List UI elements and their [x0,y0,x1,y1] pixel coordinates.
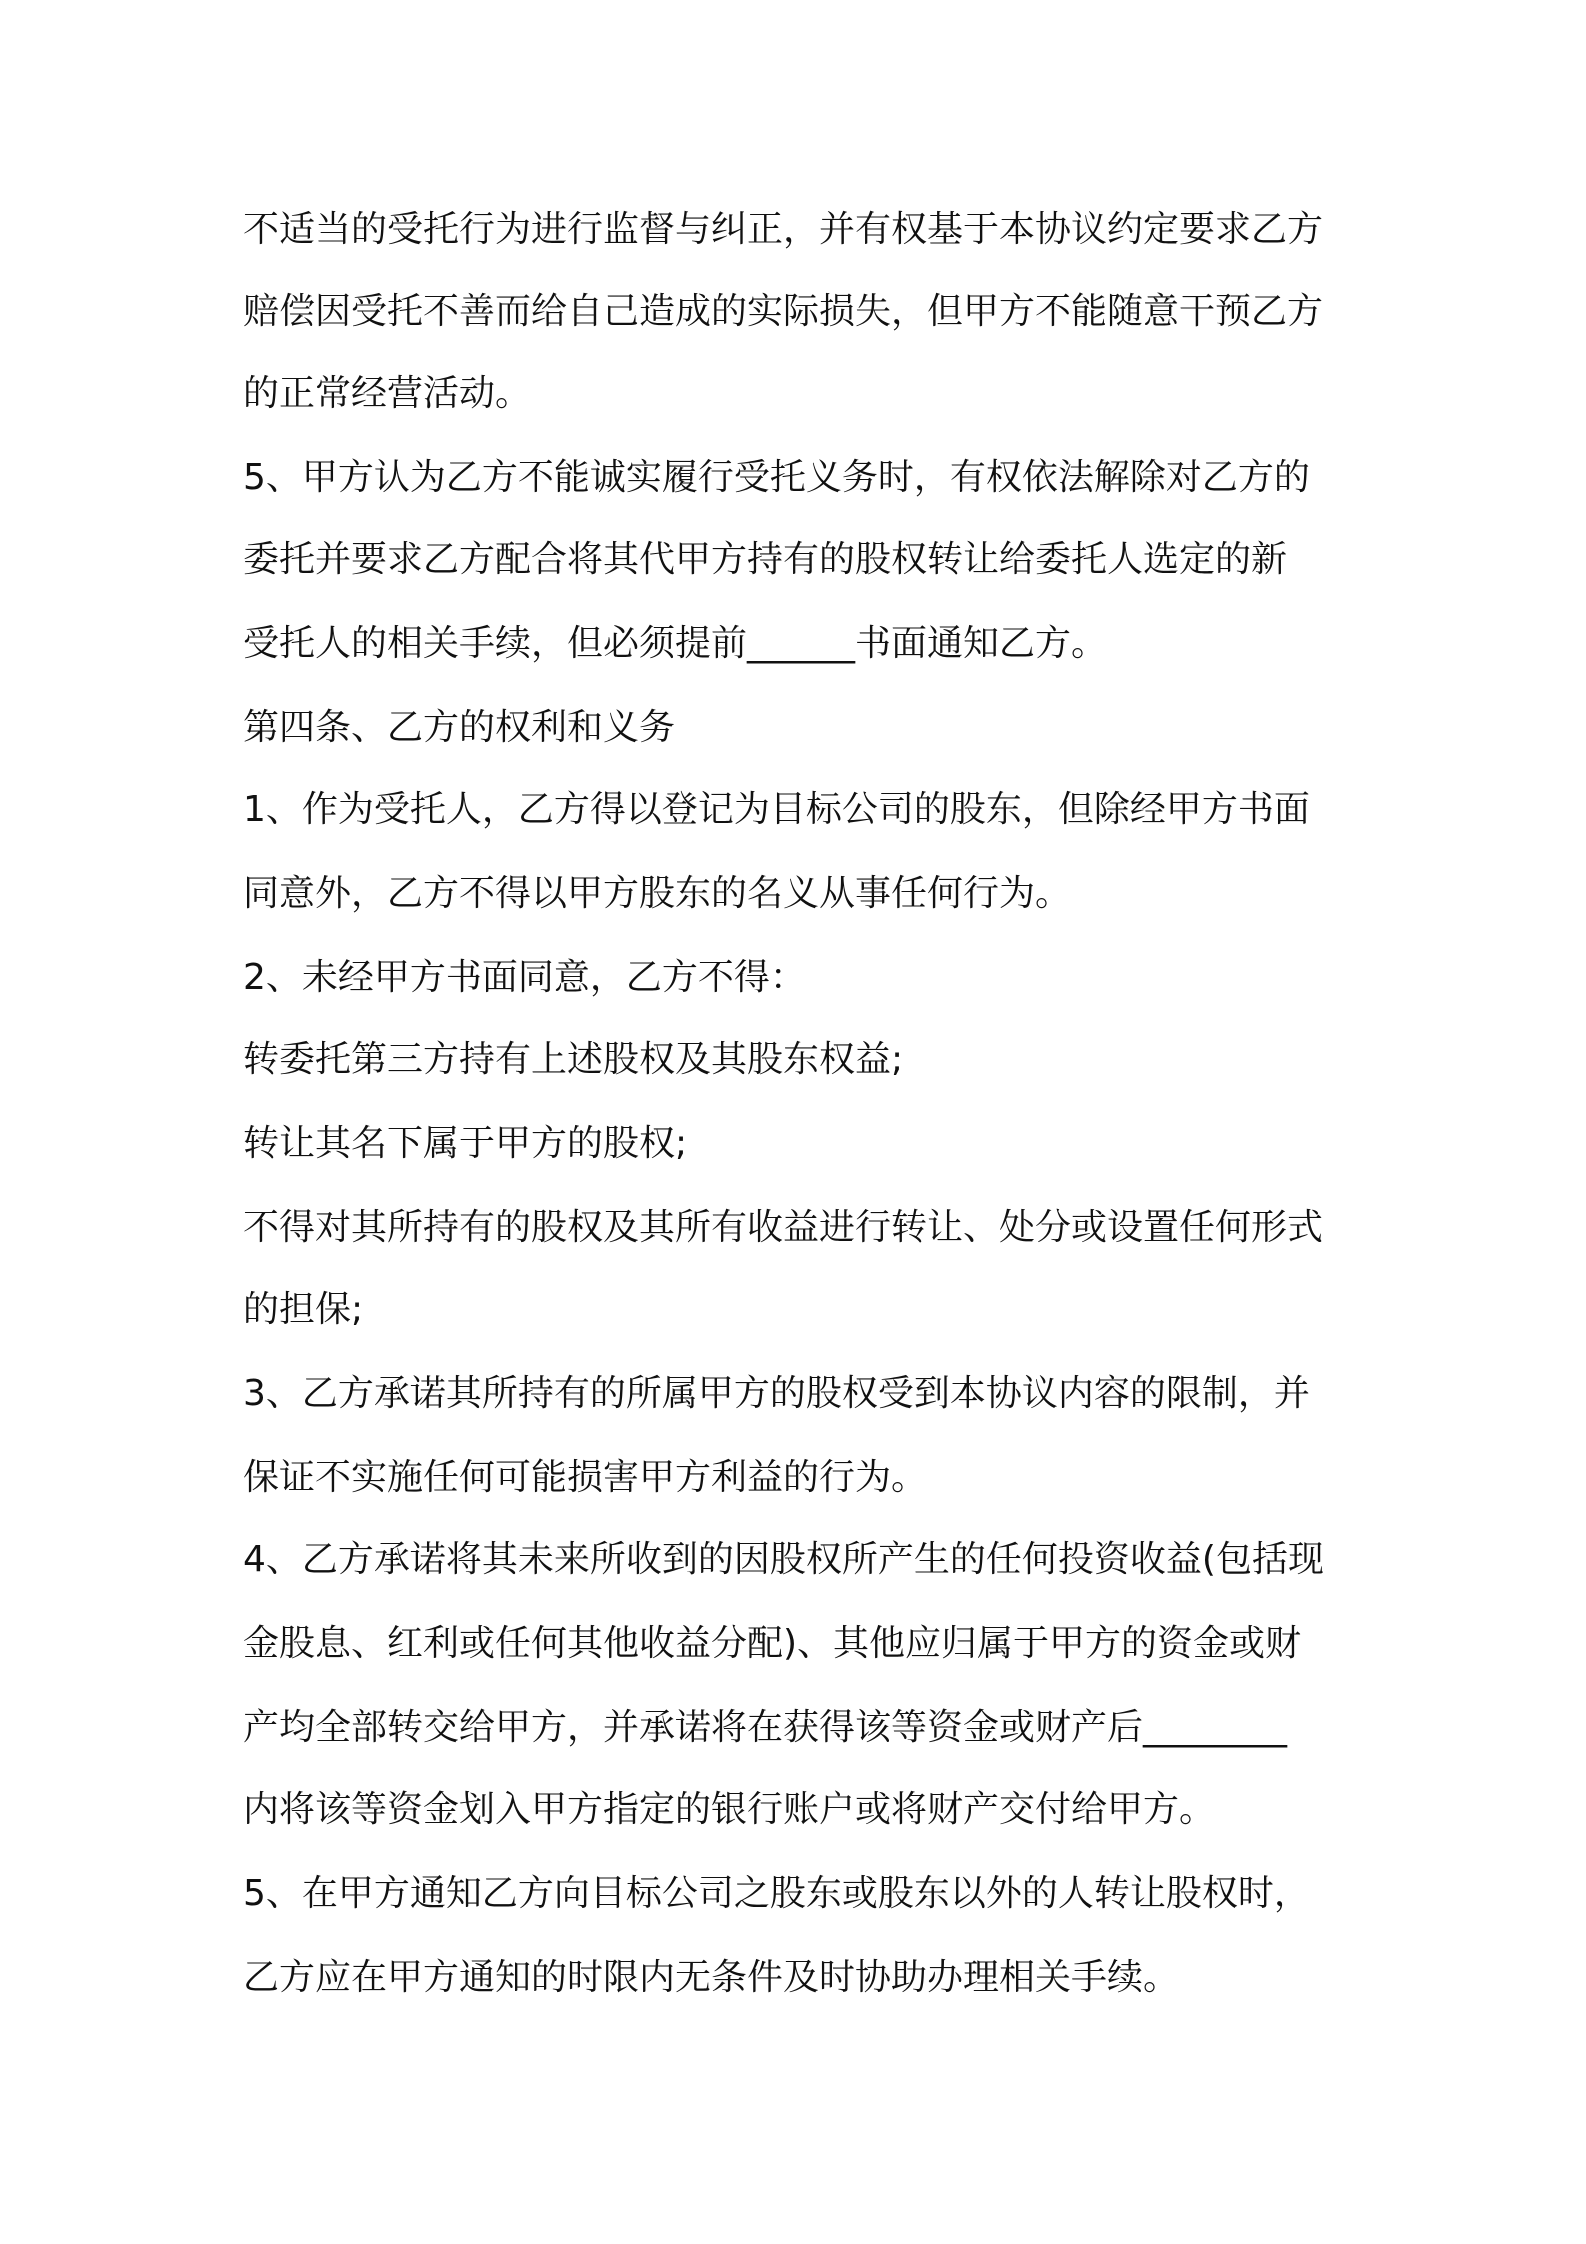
text-line: 受托人的相关手续，但必须提前______书面通知乙方。 [243,623,1108,664]
text-line: 的正常经营活动。 [243,373,532,414]
text-line: 5、甲方认为乙方不能诚实履行受托义务时，有权依法解除对乙方的 [243,457,1310,498]
text-line: 2、未经甲方书面同意，乙方不得： [243,957,806,998]
text-line: 同意外，乙方不得以甲方股东的名义从事任何行为。 [243,873,1072,914]
text-line: 保证不实施任何可能损害甲方利益的行为。 [243,1457,928,1498]
text-line: 3、乙方承诺其所持有的所属甲方的股权受到本协议内容的限制，并 [243,1373,1310,1414]
text-line: 金股息、红利或任何其他收益分配)、其他应归属于甲方的资金或财 [243,1623,1302,1664]
text-line: 乙方应在甲方通知的时限内无条件及时协助办理相关手续。 [243,1957,1180,1998]
text-line: 委托并要求乙方配合将其代甲方持有的股权转让给委托人选定的新 [243,539,1288,580]
text-line: 产均全部转交给甲方，并承诺将在获得该等资金或财产后________ [243,1707,1288,1748]
text-line: 1、作为受托人，乙方得以登记为目标公司的股东，但除经甲方书面 [243,789,1310,830]
text-line: 5、在甲方通知乙方向目标公司之股东或股东以外的人转让股权时， [243,1873,1310,1914]
text-line: 的担保; [243,1289,364,1330]
text-line: 4、乙方承诺将其未来所收到的因股权所产生的任何投资收益(包括现 [243,1539,1324,1580]
text-line: 不得对其所持有的股权及其所有收益进行转让、处分或设置任何形式 [243,1207,1324,1248]
text-line: 转委托第三方持有上述股权及其股东权益; [243,1039,904,1080]
section-heading: 第四条、乙方的权利和义务 [243,707,676,748]
text-line: 转让其名下属于甲方的股权; [243,1123,688,1164]
text-line: 不适当的受托行为进行监督与纠正，并有权基于本协议约定要求乙方 [243,209,1324,250]
text-line: 内将该等资金划入甲方指定的银行账户或将财产交付给甲方。 [243,1789,1216,1830]
text-line: 赔偿因受托不善而给自己造成的实际损失，但甲方不能随意干预乙方 [243,291,1324,332]
